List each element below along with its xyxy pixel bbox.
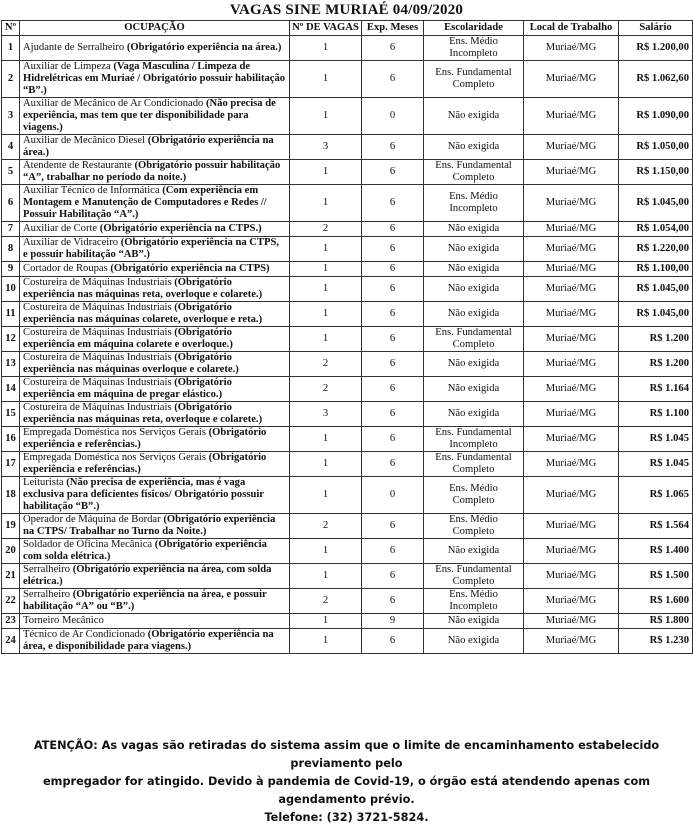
schooling-requirement: Não exigida — [424, 222, 524, 237]
row-number: 21 — [2, 564, 20, 589]
experience-months: 6 — [362, 514, 424, 539]
salary-value: R$ 1.200 — [619, 327, 693, 352]
work-location: Muriaé/MG — [524, 402, 619, 427]
table-row — [2, 629, 693, 654]
salary-value: R$ 1.045 — [619, 427, 693, 452]
occupation-requirement: (Obrigatório experiência na área.) — [23, 135, 274, 158]
schooling-requirement: Não exigida — [424, 277, 524, 302]
row-number: 1 — [2, 36, 20, 61]
occupation-requirement: (Obrigatório experiência nas máquinas reta, overloque e colarete.) — [23, 402, 263, 425]
notice-line-3: Telefone: (32) 3721-5824. — [264, 811, 429, 824]
salary-value: R$ 1.065 — [619, 477, 693, 514]
occupation-cell — [20, 377, 290, 402]
occupation-cell — [20, 237, 290, 262]
salary-value: R$ 1.564 — [619, 514, 693, 539]
occupation-title: Soldador de Oficina Mecânica — [23, 539, 153, 550]
work-location: Muriaé/MG — [524, 589, 619, 614]
row-number: 5 — [2, 160, 20, 185]
work-location: Muriaé/MG — [524, 61, 619, 98]
header-escolaridade: Escolaridade — [424, 21, 524, 36]
vacancies-count: 2 — [290, 222, 362, 237]
table-row — [2, 185, 693, 222]
occupation-title: Leiturista — [23, 477, 64, 488]
work-location: Muriaé/MG — [524, 277, 619, 302]
work-location: Muriaé/MG — [524, 514, 619, 539]
work-location: Muriaé/MG — [524, 564, 619, 589]
header-vagas: Nº DE VAGAS — [290, 21, 362, 36]
table-header-row — [2, 21, 693, 36]
occupation-title: Costureira de Máquinas Industriais — [23, 277, 172, 288]
occupation-title: Costureira de Máquinas Industriais — [23, 302, 172, 313]
vacancies-count: 1 — [290, 564, 362, 589]
occupation-title: Empregada Doméstica nos Serviços Gerais — [23, 452, 206, 463]
occupation-title: Cortador de Roupas — [23, 263, 108, 274]
schooling-requirement: Ens. Fundamental Completo — [424, 61, 524, 98]
work-location: Muriaé/MG — [524, 185, 619, 222]
experience-months: 6 — [362, 61, 424, 98]
salary-value: R$ 1.045,00 — [619, 185, 693, 222]
occupation-title: Auxiliar Técnico de Informática — [23, 185, 160, 196]
experience-months: 6 — [362, 36, 424, 61]
experience-months: 6 — [362, 629, 424, 654]
occupation-requirement: (Obrigatório experiência nas máquinas colarete, overloque e reta.) — [23, 302, 263, 325]
salary-value: R$ 1.100,00 — [619, 262, 693, 277]
job-rows — [2, 36, 693, 654]
occupation-requirement: (Obrigatório experiência na área, e possuir habilitação “A” ou “B”.) — [23, 589, 267, 612]
experience-months: 6 — [362, 237, 424, 262]
salary-value: R$ 1.062,60 — [619, 61, 693, 98]
occupation-title: Técnico de Ar Condicionado — [23, 629, 146, 640]
work-location: Muriaé/MG — [524, 302, 619, 327]
experience-months: 6 — [362, 262, 424, 277]
experience-months: 6 — [362, 539, 424, 564]
page-title: VAGAS SINE MURIAÉ 04/09/2020 — [229, 2, 464, 18]
row-number: 23 — [2, 614, 20, 629]
row-number: 14 — [2, 377, 20, 402]
occupation-requirement: (Obrigatório experiência na área.) — [126, 42, 282, 53]
vacancies-count: 1 — [290, 327, 362, 352]
occupation-requirement: (Obrigatório experiência na área, com solda elétrica.) — [23, 564, 272, 587]
row-number: 3 — [2, 98, 20, 135]
experience-months: 6 — [362, 160, 424, 185]
experience-months: 6 — [362, 452, 424, 477]
vacancies-count: 1 — [290, 539, 362, 564]
table-row — [2, 98, 693, 135]
vacancies-count: 1 — [290, 36, 362, 61]
occupation-requirement: (Obrigatório experiência em máquina colarete e overloque.) — [23, 327, 233, 350]
schooling-requirement: Ens. Fundamental Completo — [424, 160, 524, 185]
occupation-requirement: (Obrigatório experiência na CTPS/ Trabalhar no Turno da Noite.) — [23, 514, 276, 537]
salary-value: R$ 1.050,00 — [619, 135, 693, 160]
occupation-requirement: (Com experiência em Montagem e Manutenção de Computadores e Redes // Possuir Habilitação “A”.) — [23, 185, 267, 220]
experience-months: 6 — [362, 564, 424, 589]
occupation-title: Costureira de Máquinas Industriais — [23, 352, 172, 363]
experience-months: 0 — [362, 477, 424, 514]
occupation-cell — [20, 477, 290, 514]
schooling-requirement: Ens. Médio Incompleto — [424, 36, 524, 61]
schooling-requirement: Ens. Médio Incompleto — [424, 185, 524, 222]
work-location: Muriaé/MG — [524, 237, 619, 262]
schooling-requirement: Não exigida — [424, 262, 524, 277]
occupation-requirement: (Obrigatório experiência na CTPS) — [110, 263, 270, 274]
header-ocupacao: OCUPAÇÃO — [20, 21, 290, 36]
occupation-cell — [20, 135, 290, 160]
occupation-title: Costureira de Máquinas Industriais — [23, 327, 172, 338]
occupation-requirement: (Obrigatório possuir habilitação “A”, trabalhar no período da noite.) — [23, 160, 281, 183]
vacancies-count: 2 — [290, 377, 362, 402]
experience-months: 6 — [362, 589, 424, 614]
salary-value: R$ 1.090,00 — [619, 98, 693, 135]
table-row — [2, 427, 693, 452]
vacancies-count: 1 — [290, 237, 362, 262]
experience-months: 6 — [362, 222, 424, 237]
occupation-requirement: (Obrigatório experiência nas máquinas reta, overloque e colarete.) — [23, 277, 263, 300]
table-row — [2, 160, 693, 185]
row-number: 18 — [2, 477, 20, 514]
schooling-requirement: Não exigida — [424, 629, 524, 654]
occupation-cell — [20, 36, 290, 61]
row-number: 8 — [2, 237, 20, 262]
notice-line-1: ATENÇÃO: As vagas são retiradas do sistema assim que o limite de encaminhamento estabelecido previamento pelo — [33, 739, 660, 770]
occupation-cell — [20, 539, 290, 564]
occupation-title: Empregada Doméstica nos Serviços Gerais — [23, 427, 206, 438]
table-row — [2, 514, 693, 539]
header-exp: Exp. Meses — [362, 21, 424, 36]
row-number: 6 — [2, 185, 20, 222]
row-number: 19 — [2, 514, 20, 539]
occupation-title: Costureira de Máquinas Industriais — [23, 402, 172, 413]
occupation-requirement: (Obrigatório experiência nas máquinas overloque e colarete.) — [23, 352, 239, 375]
row-number: 24 — [2, 629, 20, 654]
vacancies-count: 2 — [290, 352, 362, 377]
occupation-title: Atendente de Restaurante — [23, 160, 132, 171]
occupation-cell — [20, 61, 290, 98]
experience-months: 0 — [362, 98, 424, 135]
schooling-requirement: Ens. Fundamental Completo — [424, 452, 524, 477]
salary-value: R$ 1.045,00 — [619, 277, 693, 302]
occupation-requirement: (Obrigatório experiência e referências.) — [23, 427, 267, 450]
schooling-requirement: Não exigida — [424, 352, 524, 377]
salary-value: R$ 1.164 — [619, 377, 693, 402]
salary-value: R$ 1.100 — [619, 402, 693, 427]
vacancies-count: 1 — [290, 614, 362, 629]
vacancies-count: 1 — [290, 277, 362, 302]
vacancies-count: 1 — [290, 302, 362, 327]
row-number: 2 — [2, 61, 20, 98]
occupation-requirement: (Obrigatório experiência e referências.) — [23, 452, 267, 475]
occupation-title: Auxiliar de Limpeza — [23, 61, 111, 72]
table-row — [2, 302, 693, 327]
row-number: 11 — [2, 302, 20, 327]
occupation-title: Ajudante de Serralheiro — [23, 42, 125, 53]
vacancies-count: 2 — [290, 514, 362, 539]
occupation-cell — [20, 564, 290, 589]
work-location: Muriaé/MG — [524, 36, 619, 61]
experience-months: 6 — [362, 402, 424, 427]
experience-months: 6 — [362, 377, 424, 402]
table-row — [2, 539, 693, 564]
occupation-requirement: (Não precisa de experiência, mas é vaga exclusiva para deficientes físicos/ Obrigatório possuir habilitação “B”.) — [23, 477, 264, 512]
occupation-title: Serralheiro — [23, 589, 71, 600]
table-row — [2, 36, 693, 61]
table-row — [2, 564, 693, 589]
table-row — [2, 589, 693, 614]
header-local: Local de Trabalho — [524, 21, 619, 36]
table-row — [2, 262, 693, 277]
salary-value: R$ 1.600 — [619, 589, 693, 614]
vacancies-count: 1 — [290, 452, 362, 477]
work-location: Muriaé/MG — [524, 98, 619, 135]
occupation-cell — [20, 452, 290, 477]
occupation-cell — [20, 327, 290, 352]
row-number: 22 — [2, 589, 20, 614]
work-location: Muriaé/MG — [524, 629, 619, 654]
salary-value: R$ 1.045,00 — [619, 302, 693, 327]
attention-notice — [0, 737, 693, 824]
schooling-requirement: Não exigida — [424, 377, 524, 402]
job-table — [1, 20, 693, 654]
work-location: Muriaé/MG — [524, 427, 619, 452]
experience-months: 6 — [362, 135, 424, 160]
salary-value: R$ 1.800 — [619, 614, 693, 629]
occupation-cell — [20, 222, 290, 237]
occupation-requirement: (Obrigatório experiência em máquina de pregar elástico.) — [23, 377, 232, 400]
salary-value: R$ 1.220,00 — [619, 237, 693, 262]
vacancies-count: 1 — [290, 61, 362, 98]
schooling-requirement: Ens. Médio Completo — [424, 477, 524, 514]
occupation-requirement: (Obrigatório experiência na área, e disponibilidade para viagens.) — [23, 629, 274, 652]
vacancies-count: 1 — [290, 98, 362, 135]
occupation-cell — [20, 614, 290, 629]
vacancies-count: 1 — [290, 262, 362, 277]
vacancies-count: 3 — [290, 402, 362, 427]
occupation-cell — [20, 160, 290, 185]
table-row — [2, 452, 693, 477]
work-location: Muriaé/MG — [524, 327, 619, 352]
work-location: Muriaé/MG — [524, 377, 619, 402]
vacancies-count: 3 — [290, 135, 362, 160]
row-number: 16 — [2, 427, 20, 452]
schooling-requirement: Ens. Fundamental Completo — [424, 327, 524, 352]
table-row — [2, 135, 693, 160]
occupation-cell — [20, 589, 290, 614]
table-row — [2, 402, 693, 427]
schooling-requirement: Não exigida — [424, 302, 524, 327]
occupation-title: Torneiro Mecânico — [23, 615, 104, 626]
occupation-requirement: (Obrigatório experiência na CTPS, e possuir habilitação “AB”.) — [23, 237, 280, 260]
row-number: 4 — [2, 135, 20, 160]
work-location: Muriaé/MG — [524, 352, 619, 377]
row-number: 10 — [2, 277, 20, 302]
work-location: Muriaé/MG — [524, 135, 619, 160]
occupation-title: Auxiliar de Mecânico de Ar Condicionado — [23, 98, 204, 109]
occupation-requirement: (Vaga Masculina / Limpeza de Hidrelétricas em Muriaé / Obrigatório possuir habilitação “B”.) — [23, 61, 286, 96]
vacancies-count: 1 — [290, 185, 362, 222]
salary-value: R$ 1.200,00 — [619, 36, 693, 61]
row-number: 17 — [2, 452, 20, 477]
occupation-cell — [20, 98, 290, 135]
work-location: Muriaé/MG — [524, 477, 619, 514]
experience-months: 6 — [362, 302, 424, 327]
occupation-cell — [20, 427, 290, 452]
vacancies-count: 1 — [290, 160, 362, 185]
work-location: Muriaé/MG — [524, 262, 619, 277]
table-row — [2, 377, 693, 402]
salary-value: R$ 1.054,00 — [619, 222, 693, 237]
occupation-requirement: (Obrigatório experiência com solda elétrica.) — [23, 539, 267, 562]
table-row — [2, 237, 693, 262]
vacancies-count: 2 — [290, 589, 362, 614]
occupation-cell — [20, 277, 290, 302]
table-row — [2, 61, 693, 98]
row-number: 20 — [2, 539, 20, 564]
schooling-requirement: Não exigida — [424, 539, 524, 564]
occupation-cell — [20, 352, 290, 377]
schooling-requirement: Não exigida — [424, 237, 524, 262]
schooling-requirement: Ens. Fundamental Incompleto — [424, 427, 524, 452]
row-number: 12 — [2, 327, 20, 352]
occupation-requirement: (Obrigatório experiência na CTPS.) — [99, 223, 262, 234]
occupation-title: Auxiliar de Corte — [23, 223, 98, 234]
occupation-title: Costureira de Máquinas Industriais — [23, 377, 172, 388]
row-number: 13 — [2, 352, 20, 377]
table-row — [2, 614, 693, 629]
salary-value: R$ 1.045 — [619, 452, 693, 477]
salary-value: R$ 1.150,00 — [619, 160, 693, 185]
occupation-title: Serralheiro — [23, 564, 71, 575]
work-location: Muriaé/MG — [524, 452, 619, 477]
experience-months: 6 — [362, 185, 424, 222]
occupation-requirement: (Não precisa de experiência, mas tem que ter disponibilidade para viagens.) — [23, 98, 276, 133]
occupation-cell — [20, 514, 290, 539]
schooling-requirement: Não exigida — [424, 98, 524, 135]
occupation-cell — [20, 629, 290, 654]
row-number: 15 — [2, 402, 20, 427]
salary-value: R$ 1.500 — [619, 564, 693, 589]
notice-line-2: empregador for atingido. Devido à pandemia de Covid-19, o órgão está atendendo apenas com agendamento prévio. — [43, 775, 650, 806]
occupation-title: Auxiliar de Mecânico Diesel — [23, 135, 146, 146]
schooling-requirement: Ens. Médio Completo — [424, 514, 524, 539]
table-row — [2, 222, 693, 237]
schooling-requirement: Não exigida — [424, 402, 524, 427]
table-row — [2, 352, 693, 377]
experience-months: 6 — [362, 352, 424, 377]
work-location: Muriaé/MG — [524, 539, 619, 564]
experience-months: 6 — [362, 277, 424, 302]
row-number: 9 — [2, 262, 20, 277]
experience-months: 9 — [362, 614, 424, 629]
occupation-cell — [20, 402, 290, 427]
schooling-requirement: Ens. Fundamental Completo — [424, 564, 524, 589]
occupation-title: Auxiliar de Vidraceiro — [23, 237, 119, 248]
salary-value: R$ 1.400 — [619, 539, 693, 564]
row-number: 7 — [2, 222, 20, 237]
header-num: Nº — [2, 21, 20, 36]
experience-months: 6 — [362, 327, 424, 352]
table-row — [2, 277, 693, 302]
work-location: Muriaé/MG — [524, 614, 619, 629]
work-location: Muriaé/MG — [524, 222, 619, 237]
salary-value: R$ 1.200 — [619, 352, 693, 377]
table-row — [2, 477, 693, 514]
header-salario: Salário — [619, 21, 693, 36]
vacancies-count: 1 — [290, 629, 362, 654]
schooling-requirement: Ens. Médio Incompleto — [424, 589, 524, 614]
occupation-title: Operador de Máquina de Bordar — [23, 514, 161, 525]
occupation-cell — [20, 262, 290, 277]
occupation-cell — [20, 185, 290, 222]
table-row — [2, 327, 693, 352]
experience-months: 6 — [362, 427, 424, 452]
occupation-cell — [20, 302, 290, 327]
schooling-requirement: Não exigida — [424, 614, 524, 629]
salary-value: R$ 1.230 — [619, 629, 693, 654]
vacancies-count: 1 — [290, 477, 362, 514]
schooling-requirement: Não exigida — [424, 135, 524, 160]
work-location: Muriaé/MG — [524, 160, 619, 185]
vacancies-count: 1 — [290, 427, 362, 452]
